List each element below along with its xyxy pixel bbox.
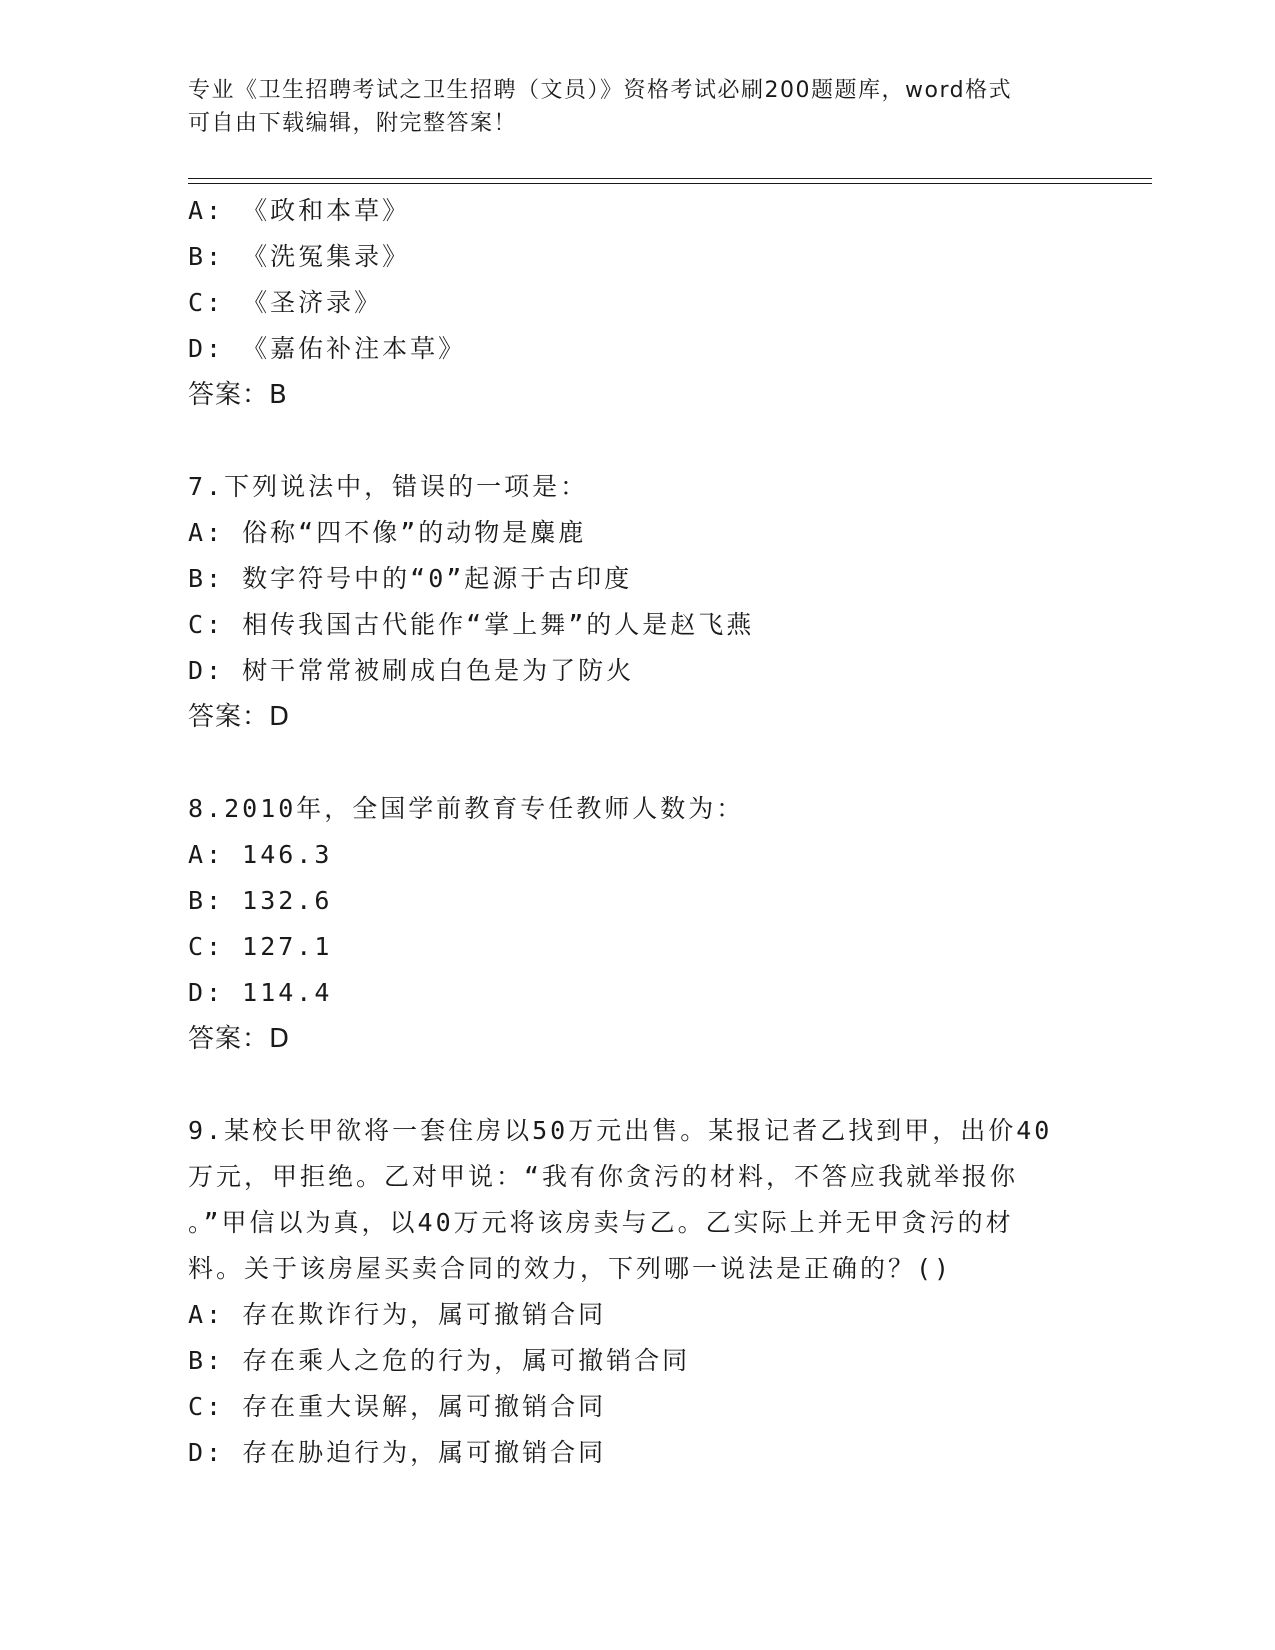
option-d: D: 114.4: [188, 978, 333, 1007]
option-a: A: 《政和本草》: [188, 196, 411, 225]
question-stem-line: 万元，甲拒绝。乙对甲说：“我有你贪污的材料，不答应我就举报你: [188, 1162, 1019, 1191]
option-d: D: 存在胁迫行为，属可撤销合同: [188, 1438, 607, 1467]
option-c: C: 127.1: [188, 932, 333, 961]
option-c: C: 存在重大误解，属可撤销合同: [188, 1392, 607, 1421]
header-line-1: 专业《卫生招聘考试之卫生招聘（文员）》资格考试必刷200题题库，word格式: [188, 78, 1013, 103]
option-d: D: 树干常常被刷成白色是为了防火: [188, 656, 635, 685]
header-divider-top: [188, 178, 1152, 179]
question-8: [188, 786, 1088, 1062]
question-stem: 7.下列说法中，错误的一项是：: [188, 472, 589, 501]
option-b: B: 132.6: [188, 886, 333, 915]
question-stem-line: 9.某校长甲欲将一套住房以50万元出售。某报记者乙找到甲，出价40: [188, 1116, 1053, 1145]
question-stem: 8.2010年，全国学前教育专任教师人数为：: [188, 794, 745, 823]
question-9: [188, 1108, 1088, 1476]
option-b: B: 存在乘人之危的行为，属可撤销合同: [188, 1346, 691, 1375]
question-stem-line: 料。关于该房屋买卖合同的效力，下列哪一说法是正确的？(): [188, 1254, 953, 1283]
question-list: [188, 188, 1088, 1476]
answer-label: 答案：B: [188, 380, 288, 410]
option-c: C: 相传我国古代能作“掌上舞”的人是赵飞燕: [188, 610, 755, 639]
option-b: B: 数字符号中的“0”起源于古印度: [188, 564, 633, 593]
question-stem: [188, 1108, 1088, 1292]
option-a: A: 俗称“四不像”的动物是麋鹿: [188, 518, 587, 547]
option-d: D: 《嘉佑补注本草》: [188, 334, 467, 363]
option-a: A: 存在欺诈行为，属可撤销合同: [188, 1300, 607, 1329]
option-c: C: 《圣济录》: [188, 288, 383, 317]
answer-label: 答案：D: [188, 1024, 291, 1054]
document-header: [188, 74, 1068, 140]
header-divider-bottom: [188, 183, 1152, 184]
question-stem-line: 。”甲信以为真，以40万元将该房卖与乙。乙实际上并无甲贪污的材: [188, 1208, 1014, 1237]
option-a: A: 146.3: [188, 840, 333, 869]
answer-label: 答案：D: [188, 702, 291, 732]
spacer: [188, 418, 1088, 464]
option-b: B: 《洗冤集录》: [188, 242, 411, 271]
spacer: [188, 1062, 1088, 1108]
spacer: [188, 740, 1088, 786]
question-7: [188, 464, 1088, 740]
header-line-2: 可自由下载编辑，附完整答案！: [188, 111, 518, 136]
question-6: [188, 188, 1088, 418]
